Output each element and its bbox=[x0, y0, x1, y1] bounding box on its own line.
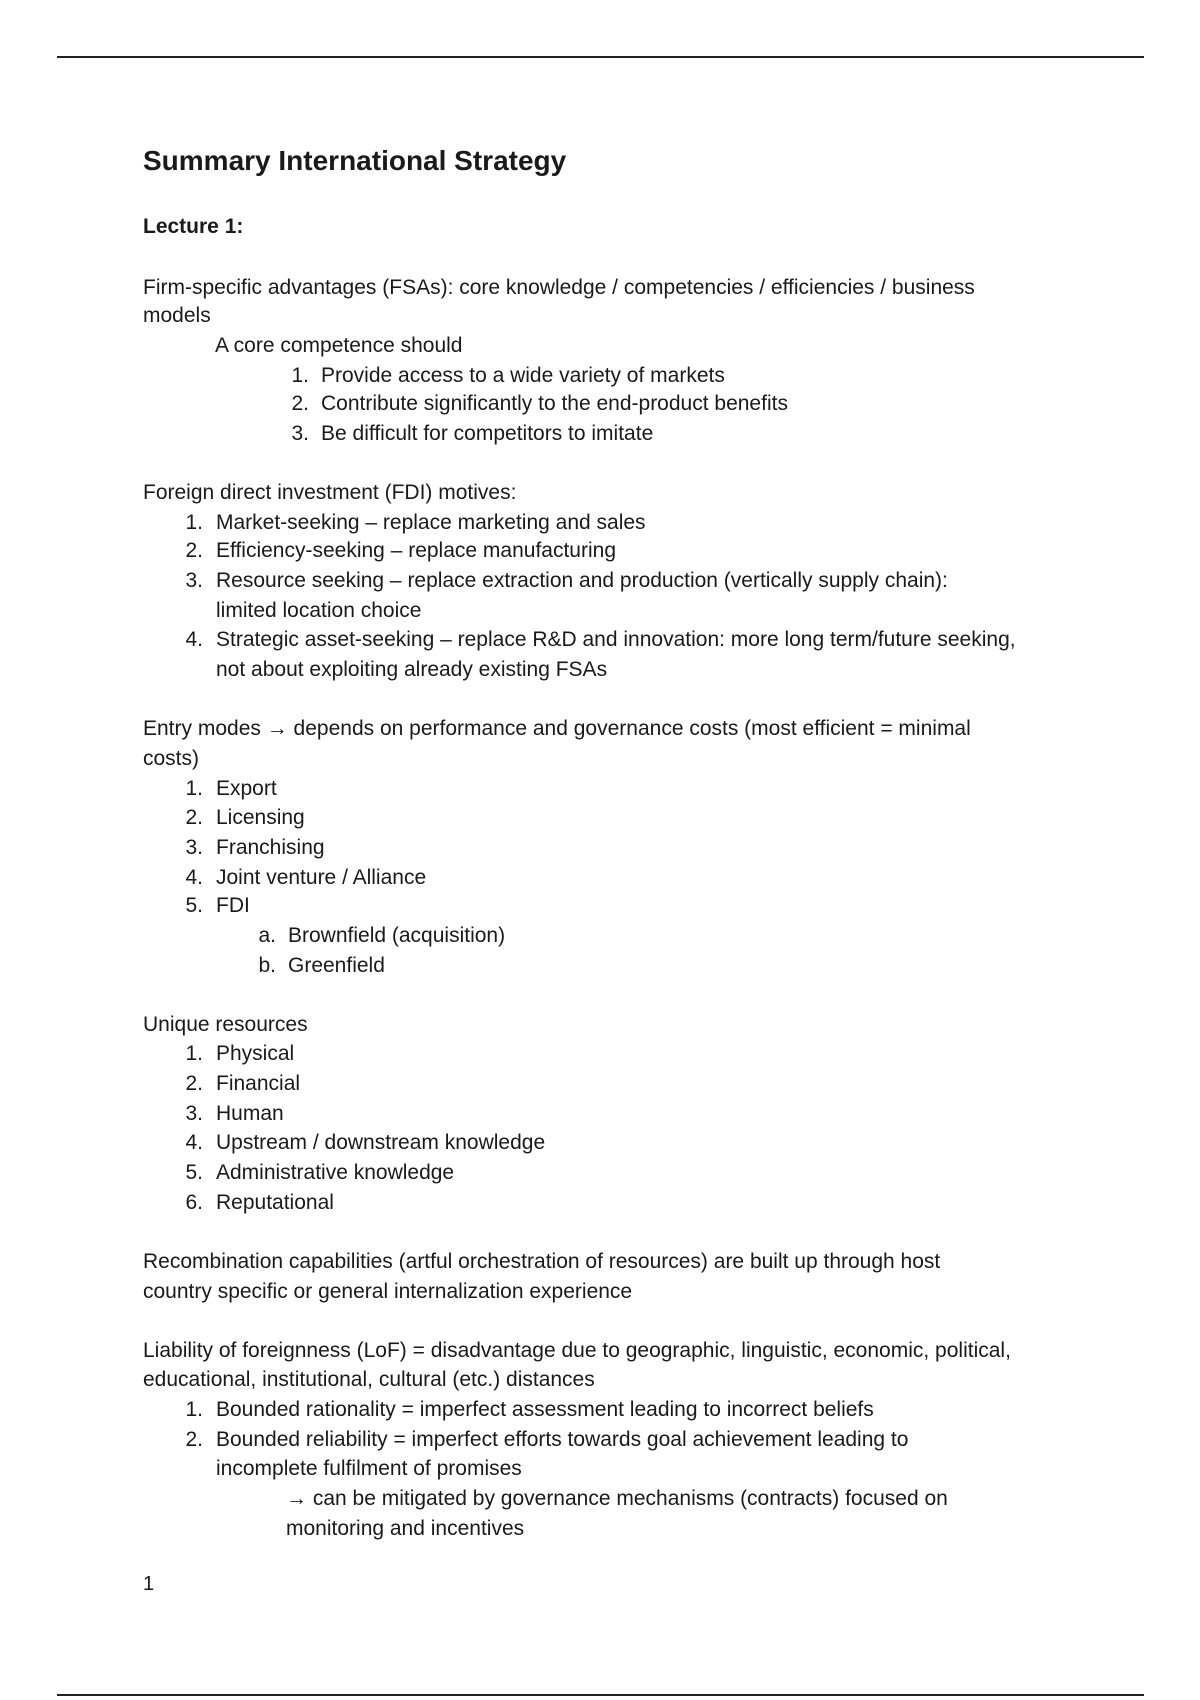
list-item-continued: not about exploiting already existing FSAs bbox=[216, 658, 608, 681]
list-item: Human bbox=[216, 1102, 284, 1125]
list-item: Market-seeking – replace marketing and sales bbox=[216, 511, 646, 534]
list-marker: 1. bbox=[185, 1042, 203, 1065]
list-marker: 1. bbox=[185, 777, 203, 800]
list-marker: 1. bbox=[291, 364, 309, 387]
list-item-continued: incomplete fulfilment of promises bbox=[216, 1457, 522, 1480]
list-item: Licensing bbox=[216, 806, 305, 829]
list-marker: 3. bbox=[185, 836, 203, 859]
list-item: Upstream / downstream knowledge bbox=[216, 1131, 546, 1154]
list-marker: 1. bbox=[185, 511, 203, 534]
list-marker: 4. bbox=[185, 866, 203, 889]
list-item: Bounded rationality = imperfect assessment leading to incorrect beliefs bbox=[216, 1398, 874, 1421]
lecture-heading: Lecture 1: bbox=[143, 215, 244, 238]
list-item: Provide access to a wide variety of markets bbox=[321, 364, 725, 387]
list-item: Contribute significantly to the end-product benefits bbox=[321, 392, 788, 415]
page-title: Summary International Strategy bbox=[143, 145, 567, 176]
list-marker: 2. bbox=[185, 539, 203, 562]
list-marker: 3. bbox=[185, 1102, 203, 1125]
list-item: Administrative knowledge bbox=[216, 1161, 455, 1184]
list-item: Be difficult for competitors to imitate bbox=[321, 422, 654, 445]
list-marker: 2. bbox=[185, 1428, 203, 1451]
entry-line-1: Entry modes → depends on performance and governance costs (most efficient = minimal bbox=[143, 717, 971, 740]
list-marker: 3. bbox=[185, 569, 203, 592]
list-item: Physical bbox=[216, 1042, 295, 1065]
lof-note-line-2: monitoring and incentives bbox=[286, 1517, 525, 1540]
fsa-intro: A core competence should bbox=[215, 334, 463, 357]
lof-note-line-1: → can be mitigated by governance mechanisms (contracts) focused on bbox=[286, 1487, 948, 1510]
list-item: Financial bbox=[216, 1072, 301, 1095]
page-number: 1 bbox=[143, 1573, 155, 1595]
resources-heading: Unique resources bbox=[143, 1013, 308, 1036]
list-item: Resource seeking – replace extraction and production (vertically supply chain): bbox=[216, 569, 948, 592]
list-marker: 2. bbox=[185, 806, 203, 829]
list-marker: 6. bbox=[185, 1191, 203, 1214]
list-marker: 4. bbox=[185, 628, 203, 651]
footer-rule bbox=[57, 1694, 1144, 1696]
list-marker: 5. bbox=[185, 1161, 203, 1184]
list-item: Strategic asset-seeking – replace R&D and innovation: more long term/future seeking, bbox=[216, 628, 1016, 651]
list-item: Efficiency-seeking – replace manufacturing bbox=[216, 539, 616, 562]
sub-list-marker: b. bbox=[258, 954, 276, 977]
list-marker: 1. bbox=[185, 1398, 203, 1421]
sub-list-marker: a. bbox=[258, 924, 276, 947]
entry-line-2: costs) bbox=[143, 747, 200, 770]
list-marker: 2. bbox=[185, 1072, 203, 1095]
lof-line-2: educational, institutional, cultural (etc.) distances bbox=[143, 1368, 595, 1391]
list-marker: 4. bbox=[185, 1131, 203, 1154]
list-item-continued: limited location choice bbox=[216, 599, 422, 622]
list-item: FDI bbox=[216, 894, 250, 917]
list-marker: 3. bbox=[291, 422, 309, 445]
list-item: Export bbox=[216, 777, 277, 800]
recomb-line-2: country specific or general internalization experience bbox=[143, 1280, 633, 1303]
list-item: Reputational bbox=[216, 1191, 334, 1214]
list-item: Franchising bbox=[216, 836, 325, 859]
list-marker: 5. bbox=[185, 894, 203, 917]
header-rule bbox=[57, 56, 1144, 58]
lof-line-1: Liability of foreignness (LoF) = disadvantage due to geographic, linguistic, economic, political, bbox=[143, 1339, 1011, 1362]
fsa-line-2: models bbox=[143, 304, 211, 327]
list-item: Joint venture / Alliance bbox=[216, 866, 427, 889]
fsa-line-1: Firm-specific advantages (FSAs): core knowledge / competencies / efficiencies / business bbox=[143, 276, 975, 299]
recomb-line-1: Recombination capabilities (artful orchestration of resources) are built up through host bbox=[143, 1250, 941, 1273]
sub-list-item: Greenfield bbox=[288, 954, 385, 977]
fdi-heading: Foreign direct investment (FDI) motives: bbox=[143, 481, 517, 504]
list-marker: 2. bbox=[291, 392, 309, 415]
list-item: Bounded reliability = imperfect efforts towards goal achievement leading to bbox=[216, 1428, 909, 1451]
sub-list-item: Brownfield (acquisition) bbox=[288, 924, 506, 947]
